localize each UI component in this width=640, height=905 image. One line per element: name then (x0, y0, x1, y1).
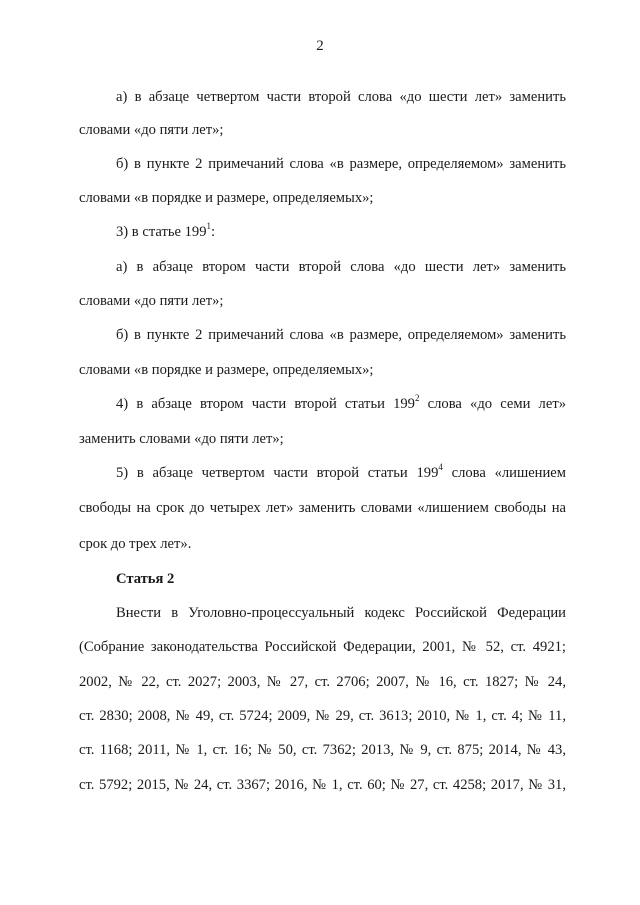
paragraph-line: ст. 1168; 2011, № 1, ст. 16; № 50, ст. 7362; 2013, № 9, ст. 875; 2014, № 43, (79, 742, 566, 758)
superscript-index: 2 (414, 393, 420, 404)
paragraph-line: словами «до пяти лет»; (79, 293, 224, 309)
paragraph-line: ст. 2830; 2008, № 49, ст. 5724; 2009, № 29, ст. 3613; 2010, № 1, ст. 4; № 11, (79, 708, 566, 724)
paragraph-line: словами «до пяти лет»; (79, 122, 224, 138)
paragraph-line: словами «в порядке и размере, определяемых»; (79, 362, 374, 378)
line-text: 5) в абзаце четвертом части второй статьи 199 (116, 465, 439, 481)
paragraph-line: (Собрание законодательства Российской Федерации, 2001, № 52, ст. 4921; (79, 639, 566, 655)
page-number: 2 (316, 38, 324, 54)
paragraph-line (116, 395, 566, 413)
paragraph-line: б) в пункте 2 примечаний слова «в размере, определяемом» заменить (116, 156, 566, 172)
superscript-index: 4 (438, 462, 443, 473)
article-heading: Статья 2 (116, 571, 175, 587)
line-text: слова «до семи лет» (419, 396, 566, 412)
line-text: : (211, 224, 216, 240)
paragraph-line: Внести в Уголовно-процессуальный кодекс Российской Федерации (116, 605, 566, 621)
line-text: слова «лишением (442, 465, 567, 481)
paragraph-line: ст. 5792; 2015, № 24, ст. 3367; 2016, № 1, ст. 60; № 27, ст. 4258; 2017, № 31, (79, 777, 566, 793)
paragraph-line (116, 223, 566, 241)
line-text: 4) в абзаце втором части второй статьи 199 (116, 396, 415, 412)
paragraph-line (116, 464, 566, 482)
superscript-index: 1 (206, 221, 212, 232)
line-text: 3) в статье 199 (116, 224, 207, 240)
paragraph-line: свободы на срок до четырех лет» заменить словами «лишением свободы на (79, 500, 566, 516)
paragraph-line: заменить словами «до пяти лет»; (79, 431, 284, 447)
paragraph-line: а) в абзаце четвертом части второй слова «до шести лет» заменить (116, 89, 566, 105)
paragraph-line: а) в абзаце втором части второй слова «до шести лет» заменить (116, 259, 566, 275)
paragraph-line: б) в пункте 2 примечаний слова «в размере, определяемом» заменить (116, 327, 566, 343)
paragraph-line: словами «в порядке и размере, определяемых»; (79, 190, 374, 206)
paragraph-line: 2002, № 22, ст. 2027; 2003, № 27, ст. 2706; 2007, № 16, ст. 1827; № 24, (79, 674, 566, 690)
paragraph-line: срок до трех лет». (79, 536, 192, 552)
